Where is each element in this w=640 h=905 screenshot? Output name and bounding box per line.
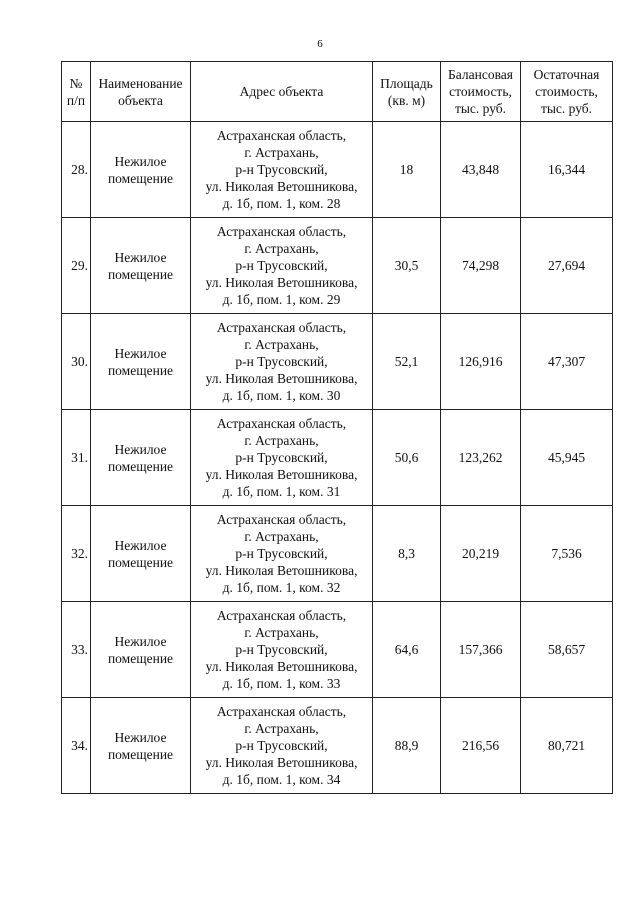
header-name [91, 62, 191, 122]
row-number-cell: 32. [62, 506, 91, 602]
text-line: помещение [107, 362, 174, 378]
header-address [191, 62, 373, 122]
text-line: Астраханская область, [216, 704, 347, 719]
object-name-cell [91, 122, 191, 218]
row-number-cell: 34. [62, 698, 91, 794]
text-line: объекта [118, 92, 163, 108]
text-line: ул. Николая Ветошникова, [205, 179, 358, 194]
table-row [62, 122, 613, 218]
balance-value-cell: 126,916 [441, 314, 521, 410]
header-balance [441, 62, 521, 122]
text-line: р-н Трусовский, [235, 354, 328, 369]
text-line: Площадь [380, 75, 433, 91]
text-line: д. 1б, пом. 1, ком. 33 [222, 676, 341, 691]
balance-value-cell: 123,262 [441, 410, 521, 506]
text-line: стоимость, [535, 84, 598, 99]
text-line: г. Астрахань, [244, 241, 319, 256]
area-cell: 50,6 [373, 410, 441, 506]
text-line: Адрес объекта [239, 84, 324, 99]
property-table [61, 61, 613, 794]
text-line: Нежилое [114, 345, 167, 361]
row-number-cell: 31. [62, 410, 91, 506]
text-line: г. Астрахань, [244, 433, 319, 448]
row-number-cell: 28. [62, 122, 91, 218]
balance-value-cell: 20,219 [441, 506, 521, 602]
table-row [62, 602, 613, 698]
balance-value-cell: 74,298 [441, 218, 521, 314]
text-line: помещение [107, 746, 174, 762]
text-line: Астраханская область, [216, 512, 347, 527]
text-line: помещение [107, 266, 174, 282]
residual-value-cell: 27,694 [521, 218, 613, 314]
balance-value-cell: 43,848 [441, 122, 521, 218]
table-row [62, 314, 613, 410]
residual-value-cell: 7,536 [521, 506, 613, 602]
text-line: Астраханская область, [216, 224, 347, 239]
area-cell: 64,6 [373, 602, 441, 698]
text-line: г. Астрахань, [244, 529, 319, 544]
header-area [373, 62, 441, 122]
text-line: Нежилое [114, 249, 167, 265]
text-line: п/п [66, 92, 86, 108]
table-row [62, 410, 613, 506]
text-line: р-н Трусовский, [235, 546, 328, 561]
text-line: ул. Николая Ветошникова, [205, 659, 358, 674]
address-cell [191, 506, 373, 602]
table-row [62, 506, 613, 602]
residual-value-cell: 45,945 [521, 410, 613, 506]
text-line: д. 1б, пом. 1, ком. 30 [222, 388, 341, 403]
text-line: р-н Трусовский, [235, 450, 328, 465]
text-line: Астраханская область, [216, 608, 347, 623]
object-name-cell [91, 698, 191, 794]
address-cell [191, 698, 373, 794]
text-line: помещение [107, 458, 174, 474]
text-line: Нежилое [114, 729, 167, 745]
object-name-cell [91, 314, 191, 410]
text-line: ул. Николая Ветошникова, [205, 371, 358, 386]
residual-value-cell: 16,344 [521, 122, 613, 218]
text-line: д. 1б, пом. 1, ком. 31 [222, 484, 341, 499]
header-row [62, 62, 613, 122]
text-line: р-н Трусовский, [235, 162, 328, 177]
address-cell [191, 218, 373, 314]
text-line: ул. Николая Ветошникова, [205, 275, 358, 290]
text-line: Астраханская область, [216, 128, 347, 143]
text-line: р-н Трусовский, [235, 738, 328, 753]
text-line: (кв. м) [387, 92, 426, 108]
balance-value-cell: 216,56 [441, 698, 521, 794]
text-line: Нежилое [114, 537, 167, 553]
area-cell: 30,5 [373, 218, 441, 314]
area-cell: 52,1 [373, 314, 441, 410]
residual-value-cell: 58,657 [521, 602, 613, 698]
text-line: ул. Николая Ветошникова, [205, 563, 358, 578]
text-line: г. Астрахань, [244, 625, 319, 640]
text-line: Наименование [98, 75, 183, 91]
text-line: помещение [107, 554, 174, 570]
text-line: ул. Николая Ветошникова, [205, 467, 358, 482]
address-cell [191, 410, 373, 506]
table-header [62, 62, 613, 122]
text-line: № [69, 75, 83, 91]
header-num [62, 62, 91, 122]
text-line: г. Астрахань, [244, 337, 319, 352]
text-line: помещение [107, 650, 174, 666]
text-line: Нежилое [114, 441, 167, 457]
text-line: тыс. руб. [540, 101, 593, 116]
area-cell: 88,9 [373, 698, 441, 794]
text-line: р-н Трусовский, [235, 258, 328, 273]
object-name-cell [91, 218, 191, 314]
balance-value-cell: 157,366 [441, 602, 521, 698]
text-line: Балансовая [448, 67, 513, 82]
residual-value-cell: 80,721 [521, 698, 613, 794]
table-body [62, 122, 613, 794]
area-cell: 8,3 [373, 506, 441, 602]
area-cell: 18 [373, 122, 441, 218]
object-name-cell [91, 602, 191, 698]
text-line: Нежилое [114, 633, 167, 649]
text-line: стоимость, [449, 84, 512, 99]
text-line: д. 1б, пом. 1, ком. 28 [222, 196, 341, 211]
text-line: д. 1б, пом. 1, ком. 32 [222, 580, 341, 595]
header-residual [521, 62, 613, 122]
text-line: Нежилое [114, 153, 167, 169]
text-line: помещение [107, 170, 174, 186]
text-line: тыс. руб. [454, 101, 507, 116]
text-line: Астраханская область, [216, 320, 347, 335]
page-number: 6 [317, 38, 323, 50]
residual-value-cell: 47,307 [521, 314, 613, 410]
text-line: Остаточная [533, 67, 600, 82]
text-line: ул. Николая Ветошникова, [205, 755, 358, 770]
text-line: р-н Трусовский, [235, 642, 328, 657]
text-line: г. Астрахань, [244, 721, 319, 736]
address-cell [191, 122, 373, 218]
text-line: г. Астрахань, [244, 145, 319, 160]
row-number-cell: 29. [62, 218, 91, 314]
table-row [62, 218, 613, 314]
row-number-cell: 33. [62, 602, 91, 698]
text-line: Астраханская область, [216, 416, 347, 431]
address-cell [191, 602, 373, 698]
text-line: д. 1б, пом. 1, ком. 29 [222, 292, 341, 307]
row-number-cell: 30. [62, 314, 91, 410]
table-row [62, 698, 613, 794]
text-line: д. 1б, пом. 1, ком. 34 [222, 772, 341, 787]
address-cell [191, 314, 373, 410]
object-name-cell [91, 506, 191, 602]
object-name-cell [91, 410, 191, 506]
